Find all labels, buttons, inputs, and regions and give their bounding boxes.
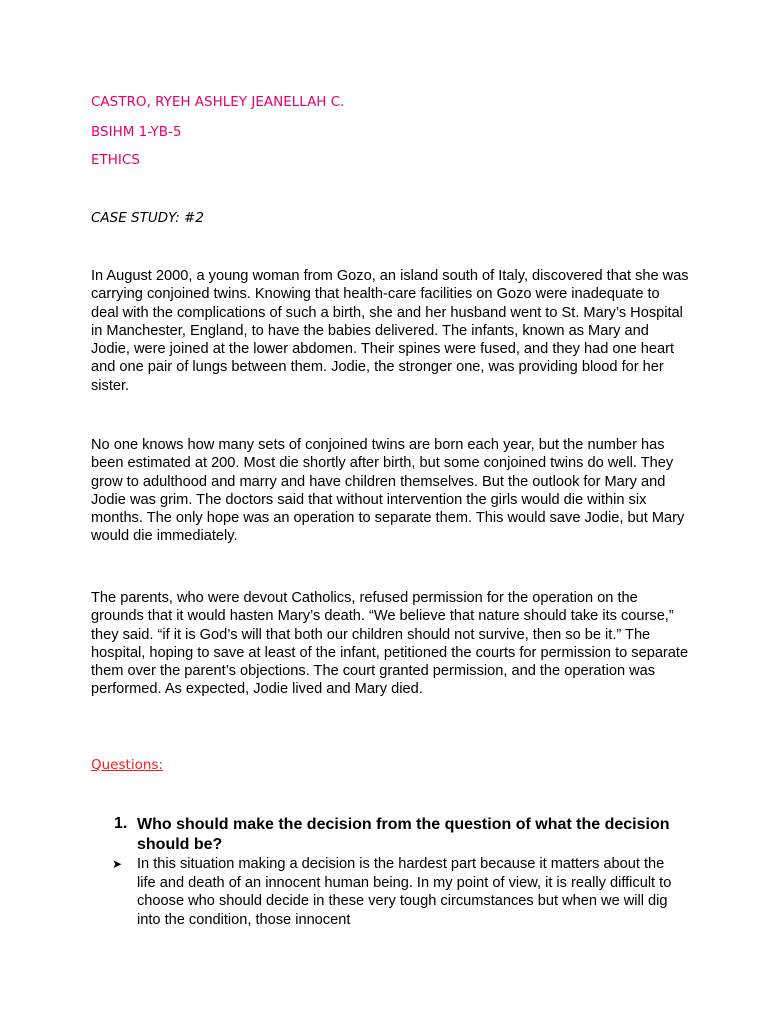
case-study-label: CASE STUDY: #2	[91, 210, 204, 226]
arrow-bullet-icon: ➤	[112, 857, 123, 871]
question-text: Who should make the decision from the question of what the decision should be?	[137, 816, 670, 853]
course-section: BSIHM 1-YB-5	[91, 124, 182, 140]
question-number: 1.	[114, 815, 128, 832]
paragraph-1: In August 2000, a young woman from Gozo, an island south of Italy, discovered that she was carrying conjoined twins. Knowing that health-care facilities on Gozo were inadequate to deal with the complications of such a birth, she and her husband went to St. Mary’s Hospital in Manchester, England, to have the babies delivered. The infants, known as Mary and Jodie, were joined at the lower abdomen. Their spines were fused, and they had one heart and one pair of lungs between them. Jodie, the stronger one, was providing blood for her sister.	[91, 268, 689, 394]
answer-text: In this situation making a decision is the hardest part because it matters about the life and death of an innocent human being. In my point of view, it is really difficult to choose who should decide in these very tough circumstances but when we will dig into the condition, those innocent	[137, 856, 672, 928]
paragraph-2: No one knows how many sets of conjoined twins are born each year, but the number has been estimated at 200. Most die shortly after birth, but some conjoined twins do well. They grow to adulthood and marry and have children themselves. But the outlook for Mary and Jodie was grim. The doctors said that without intervention the girls would die within six months. The only hope was an operation to separate them. This would save Jodie, but Mary would die immediately.	[91, 437, 685, 545]
questions-heading: Questions:	[91, 757, 163, 773]
paragraph-3: The parents, who were devout Catholics, refused permission for the operation on the grounds that it would hasten Mary’s death. “We believe that nature should take its course,” they said. “if it is God’s will that both our children should not survive, then so be it.” The hospital, hoping to save at least of the infant, petitioned the courts for permission to separate them over the parent’s objections. The court granted permission, and the operation was performed. As expected, Jodie lived and Mary died.	[91, 590, 689, 698]
subject-title: ETHICS	[91, 152, 140, 168]
student-name: CASTRO, RYEH ASHLEY JEANELLAH C.	[91, 94, 345, 110]
